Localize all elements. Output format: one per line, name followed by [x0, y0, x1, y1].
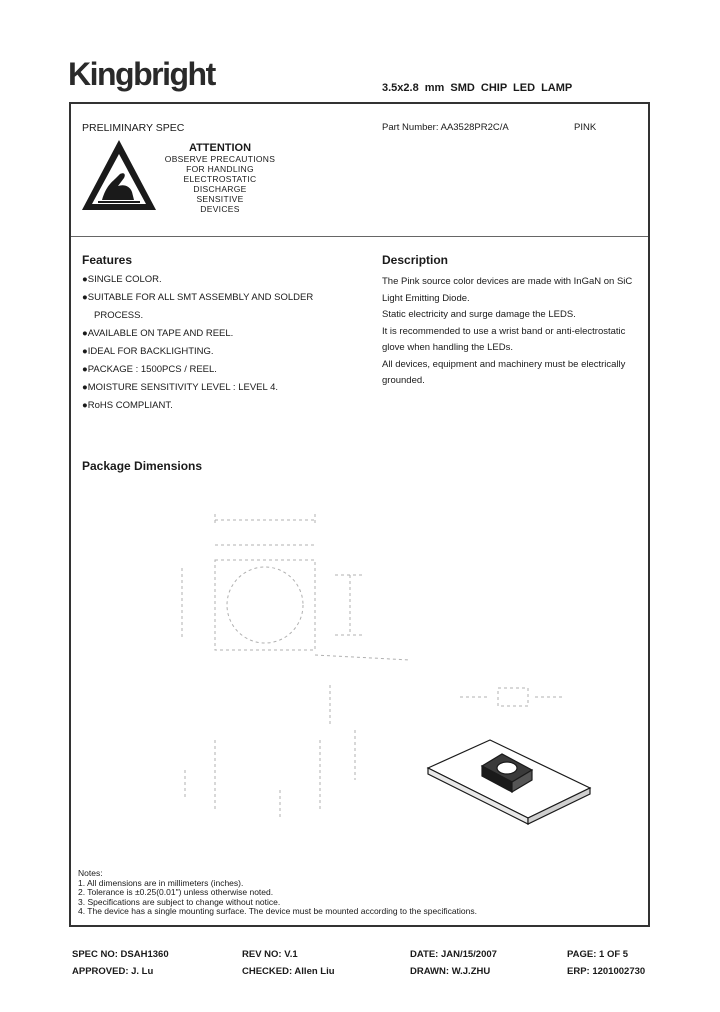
list-item: ●IDEAL FOR BACKLIGHTING.	[82, 346, 214, 357]
note-item: 2. Tolerance is ±0.25(0.01") unless otherwise noted.	[78, 887, 274, 897]
part-number: Part Number: AA3528PR2C/A	[382, 122, 509, 133]
list-item: ●SINGLE COLOR.	[82, 274, 162, 285]
attention-line: OBSERVE PRECAUTIONS	[164, 154, 276, 164]
note-item: 1. All dimensions are in millimeters (inches).	[78, 877, 244, 888]
section-divider	[71, 236, 648, 237]
product-title: 3.5x2.8 mm SMD CHIP LED LAMP	[382, 82, 573, 94]
approved-by: APPROVED: J. Lu	[72, 966, 154, 977]
feature-text: MOISTURE SENSITIVITY LEVEL : LEVEL 4.	[87, 382, 278, 393]
feature-text: SINGLE COLOR.	[87, 274, 162, 285]
description-line: It is recommended to use a wrist band or anti-electrostatic	[382, 325, 626, 337]
feature-text: RoHS COMPLIANT.	[87, 400, 173, 411]
brand-logo: Kingbright	[68, 56, 215, 92]
spec-number: SPEC NO: DSAH1360	[72, 949, 169, 960]
document-date: DATE: JAN/15/2007	[410, 949, 497, 960]
checked-by: CHECKED: Allen Liu	[242, 966, 335, 977]
description-body	[382, 274, 644, 390]
attention-line: DEVICES	[200, 204, 240, 214]
description-line: All devices, equipment and machinery must be electrically	[382, 358, 626, 370]
description-title: Description	[382, 253, 449, 267]
spec-status: PRELIMINARY SPEC	[82, 122, 185, 134]
esd-warning-icon	[80, 138, 158, 214]
page-number: PAGE: 1 OF 5	[567, 949, 629, 960]
erp-number: ERP: 1201002730	[567, 966, 646, 977]
package-dimensions-title: Package Dimensions	[82, 459, 203, 473]
description-line: Static electricity and surge damage the LEDS.	[382, 309, 576, 320]
attention-line: DISCHARGE	[193, 184, 247, 194]
notes-block	[78, 869, 477, 917]
description-line: grounded.	[382, 375, 425, 386]
revision-number: REV NO: V.1	[242, 949, 298, 960]
list-item: ●AVAILABLE ON TAPE AND REEL.	[82, 328, 234, 339]
features-list	[82, 274, 313, 418]
attention-line: SENSITIVE	[196, 194, 244, 204]
feature-text: AVAILABLE ON TAPE AND REEL.	[87, 328, 234, 339]
feature-text: PROCESS.	[94, 310, 144, 321]
package-dimensions-drawing	[160, 490, 600, 840]
feature-text: PACKAGE : 1500PCS / REEL.	[87, 364, 217, 375]
feature-text: SUITABLE FOR ALL SMT ASSEMBLY AND SOLDER	[87, 292, 314, 303]
list-item: ●SUITABLE FOR ALL SMT ASSEMBLY AND SOLDER PROCESS.	[82, 292, 314, 321]
attention-block	[164, 142, 276, 214]
description-line: glove when handling the LEDs.	[382, 342, 513, 353]
description-line: Light Emitting Diode.	[382, 292, 470, 304]
description-line: The Pink source color devices are made with InGaN on SiC	[382, 276, 633, 287]
attention-title: ATTENTION	[188, 142, 252, 154]
led-color: PINK	[574, 122, 597, 133]
attention-line: FOR HANDLING	[186, 164, 254, 174]
features-title: Features	[82, 253, 133, 267]
list-item: ●PACKAGE : 1500PCS / REEL.	[82, 364, 217, 375]
note-item: 4. The device has a single mounting surface. The device must be mounted according to the specifications.	[78, 906, 477, 916]
note-item: 3. Specifications are subject to change without notice.	[78, 896, 281, 907]
drawn-by: DRAWN: W.J.ZHU	[410, 966, 491, 977]
list-item: ●MOISTURE SENSITIVITY LEVEL : LEVEL 4.	[82, 382, 278, 393]
list-item: ●RoHS COMPLIANT.	[82, 400, 173, 411]
feature-text: IDEAL FOR BACKLIGHTING.	[87, 346, 214, 357]
attention-line: ELECTROSTATIC	[183, 174, 257, 184]
notes-title: Notes:	[78, 868, 103, 878]
